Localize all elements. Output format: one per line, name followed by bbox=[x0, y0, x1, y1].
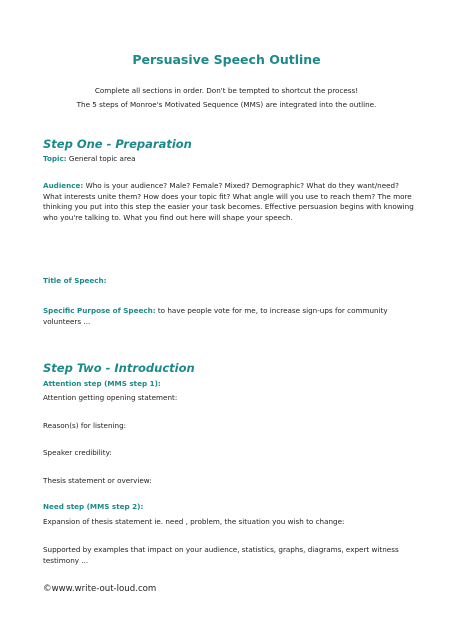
need-item: Supported by examples that impact on your audience, statistics, graphs, diagrams, expert witness testimony ... bbox=[43, 545, 399, 565]
audience-paragraph bbox=[43, 181, 415, 223]
attention-item: Speaker credibility: bbox=[43, 448, 112, 457]
copyright-footer: ©www.write-out-loud.com bbox=[43, 584, 157, 594]
attention-item: Attention getting opening statement: bbox=[43, 393, 178, 402]
intro-instruction: Complete all sections in order. Don't be tempted to shortcut the process! bbox=[94, 86, 359, 95]
topic-paragraph bbox=[43, 154, 415, 165]
purpose-text: to have people vote for me, to increase sign-ups for community volunteers ... bbox=[43, 306, 388, 326]
audience-label: Audience: bbox=[43, 181, 84, 190]
purpose-label: Specific Purpose of Speech: bbox=[43, 306, 156, 315]
topic-label: Topic: bbox=[43, 154, 67, 163]
attention-item: Thesis statement or overview: bbox=[43, 476, 152, 485]
title-of-speech-label: Title of Speech: bbox=[43, 276, 107, 285]
audience-text: Who is your audience? Male? Female? Mixed? Demographic? What do they want/need? What interests unite them? How does your topic fit? What angle will you use to reach them? The more thinking you put into this step the easier your task becomes. Effective persuasion begins with knowing who you're talking to. What you find out here will shape your speech. bbox=[43, 181, 414, 222]
step-two-heading: Step Two - Introduction bbox=[43, 361, 195, 375]
attention-step-label: Attention step (MMS step 1): bbox=[43, 379, 161, 388]
need-item: Expansion of thesis statement ie. need , problem, the situation you wish to change: bbox=[43, 517, 345, 526]
attention-item: Reason(s) for listening: bbox=[43, 421, 127, 430]
step-one-heading: Step One - Preparation bbox=[43, 137, 192, 151]
page-title: Persuasive Speech Outline bbox=[132, 52, 321, 67]
topic-text: General topic area bbox=[66, 154, 136, 163]
need-step-label: Need step (MMS step 2): bbox=[43, 502, 144, 511]
intro-mms-note: The 5 steps of Monroe's Motivated Sequence (MMS) are integrated into the outline. bbox=[76, 100, 377, 109]
purpose-paragraph bbox=[43, 306, 415, 327]
